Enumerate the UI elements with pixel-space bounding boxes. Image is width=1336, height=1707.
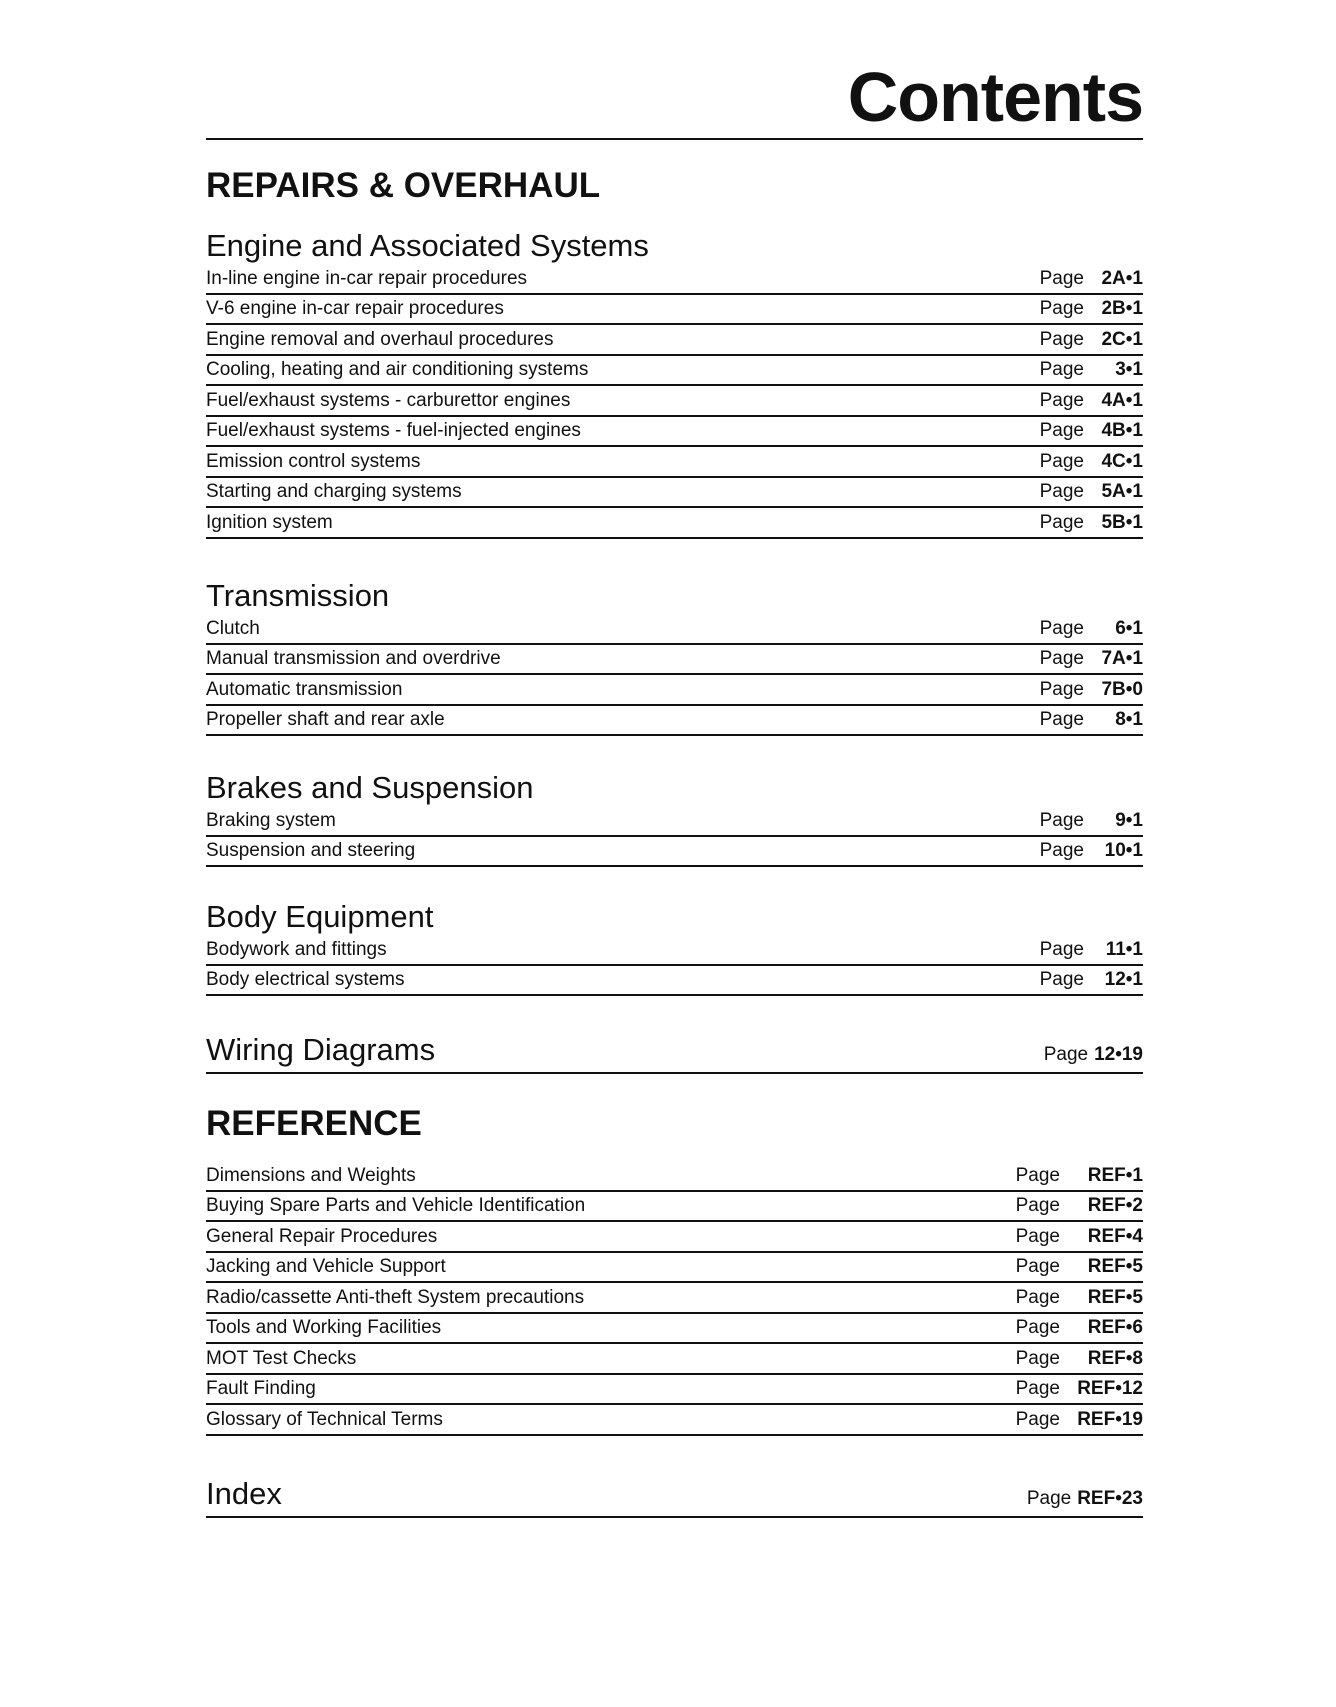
page-number: 5A•1 [1101,481,1143,502]
section-reference [206,1161,1143,1436]
page-word: Page [1015,1408,1060,1430]
entry-label: Fuel/exhaust systems - fuel-injected engines [206,420,581,441]
toc-entry[interactable] [206,1161,1143,1192]
page-number: REF•19 [1077,1408,1143,1430]
section-title: Body Equipment [206,899,434,934]
repairs-heading: REPAIRS & OVERHAUL [206,166,601,205]
entry-label: Automatic transmission [206,678,403,700]
section-body-equipment [206,899,1143,996]
toc-entry[interactable] [206,386,1143,417]
toc-entry[interactable] [206,837,1143,868]
toc-entry[interactable] [206,645,1143,676]
entry-label: In-line engine in-car repair procedures [206,267,528,289]
entry-label: Propeller shaft and rear axle [206,709,445,730]
entry-label: V-6 engine in-car repair procedures [206,298,504,319]
section-engine [206,228,1143,539]
page-word: Page [1039,481,1084,502]
toc-entry[interactable] [206,966,1143,997]
section-title: Transmission [206,578,390,613]
page-word: Page [1015,1378,1060,1399]
page-word: Page [1039,267,1084,289]
page-word: Page [1039,617,1084,639]
page-number: 2A•1 [1101,267,1143,289]
toc-entry[interactable] [206,295,1143,326]
page-word: Page [1039,709,1084,730]
toc-entry-wiring-diagrams[interactable] [206,1028,1143,1074]
entry-label: Cooling, heating and air conditioning systems [206,359,589,380]
page-number: 7B•0 [1101,678,1143,700]
entry-label: Clutch [206,617,260,639]
page-word: Page [1026,1488,1072,1509]
toc-entry[interactable] [206,264,1143,295]
page-word: Page [1039,450,1084,472]
toc-entry[interactable] [206,806,1143,837]
page-number: 12•1 [1104,969,1143,990]
toc-entry[interactable] [206,447,1143,478]
page-number: 4B•1 [1101,420,1143,441]
toc-entry[interactable] [206,614,1143,645]
page-number: REF•1 [1087,1164,1143,1186]
page-number: 5B•1 [1101,511,1143,533]
entry-label: Body electrical systems [206,969,405,990]
entry-label: Starting and charging systems [206,481,462,502]
reference-heading: REFERENCE [206,1104,422,1143]
section-title: Wiring Diagrams [206,1032,436,1067]
page-number: 7A•1 [1101,648,1143,669]
page-number: REF•5 [1087,1286,1143,1308]
entry-label: Radio/cassette Anti-theft System precautions [206,1286,585,1308]
entry-label: General Repair Procedures [206,1225,438,1247]
entry-label: Braking system [206,809,336,831]
entry-label: Jacking and Vehicle Support [206,1256,446,1277]
page-number: 2C•1 [1101,328,1143,350]
page-number: 8•1 [1115,709,1143,730]
toc-entry[interactable] [206,508,1143,539]
page-word: Page [1039,359,1084,380]
entry-label: Tools and Working Facilities [206,1317,442,1338]
toc-entry[interactable] [206,1192,1143,1223]
page-number: 4A•1 [1101,389,1143,411]
toc-entry[interactable] [206,1375,1143,1406]
page-number: 4C•1 [1101,450,1143,472]
page-number: REF•6 [1087,1317,1143,1338]
page-number: REF•23 [1077,1488,1143,1509]
entry-label: Suspension and steering [206,840,416,861]
toc-entry[interactable] [206,706,1143,737]
toc-entry[interactable] [206,1283,1143,1314]
toc-entry[interactable] [206,356,1143,387]
toc-entry[interactable] [206,1314,1143,1345]
page-number: 3•1 [1115,359,1143,380]
page-word: Page [1039,840,1084,861]
page-word: Page [1039,648,1084,669]
entry-label: Emission control systems [206,450,421,472]
toc-entry[interactable] [206,417,1143,448]
toc-entry-index[interactable] [206,1471,1143,1518]
entry-label: Fuel/exhaust systems - carburettor engines [206,389,571,411]
entry-label: Glossary of Technical Terms [206,1408,443,1430]
section-title: Engine and Associated Systems [206,228,649,263]
toc-entry[interactable] [206,1222,1143,1253]
page-title: Contents [847,58,1143,136]
entry-label: Dimensions and Weights [206,1164,416,1186]
entry-label: Bodywork and fittings [206,938,387,960]
page-number: REF•5 [1087,1256,1143,1277]
page-number: 12•19 [1094,1044,1143,1065]
toc-entry[interactable] [206,1253,1143,1284]
page-number: REF•2 [1087,1195,1143,1216]
page-word: Page [1039,420,1084,441]
entry-label: Manual transmission and overdrive [206,648,501,669]
page-number: REF•8 [1087,1347,1143,1369]
entry-label: Fault Finding [206,1378,316,1399]
page-number: 2B•1 [1101,298,1143,319]
page-word: Page [1015,1164,1060,1186]
toc-entry[interactable] [206,935,1143,966]
page-word: Page [1015,1195,1060,1216]
page-word: Page [1015,1347,1060,1369]
page-word: Page [1015,1225,1060,1247]
page-word: Page [1043,1044,1089,1065]
entry-label: Engine removal and overhaul procedures [206,328,554,350]
page-word: Page [1039,678,1084,700]
toc-entry[interactable] [206,1405,1143,1436]
section-transmission [206,578,1143,736]
page-word: Page [1039,389,1084,411]
entry-label: MOT Test Checks [206,1347,357,1369]
toc-entry[interactable] [206,478,1143,509]
entry-label: Buying Spare Parts and Vehicle Identification [206,1195,586,1216]
page-word: Page [1039,938,1084,960]
section-title: Brakes and Suspension [206,770,534,805]
page-number: 6•1 [1115,617,1143,639]
page-word: Page [1039,298,1084,319]
page-number: REF•4 [1087,1225,1143,1247]
page-number: REF•12 [1077,1378,1143,1399]
title-divider [206,138,1143,140]
page-number: 9•1 [1115,809,1143,831]
toc-entry[interactable] [206,325,1143,356]
page-word: Page [1015,1286,1060,1308]
page-word: Page [1039,969,1084,990]
entry-label: Ignition system [206,511,333,533]
page-word: Page [1039,328,1084,350]
page-word: Page [1039,511,1084,533]
page-number: 10•1 [1104,840,1143,861]
page-word: Page [1015,1256,1060,1277]
section-title: Index [206,1476,282,1511]
toc-entry[interactable] [206,1344,1143,1375]
section-brakes-suspension [206,770,1143,867]
page-number: 11•1 [1105,938,1143,960]
page-word: Page [1039,809,1084,831]
toc-entry[interactable] [206,675,1143,706]
page-word: Page [1015,1317,1060,1338]
